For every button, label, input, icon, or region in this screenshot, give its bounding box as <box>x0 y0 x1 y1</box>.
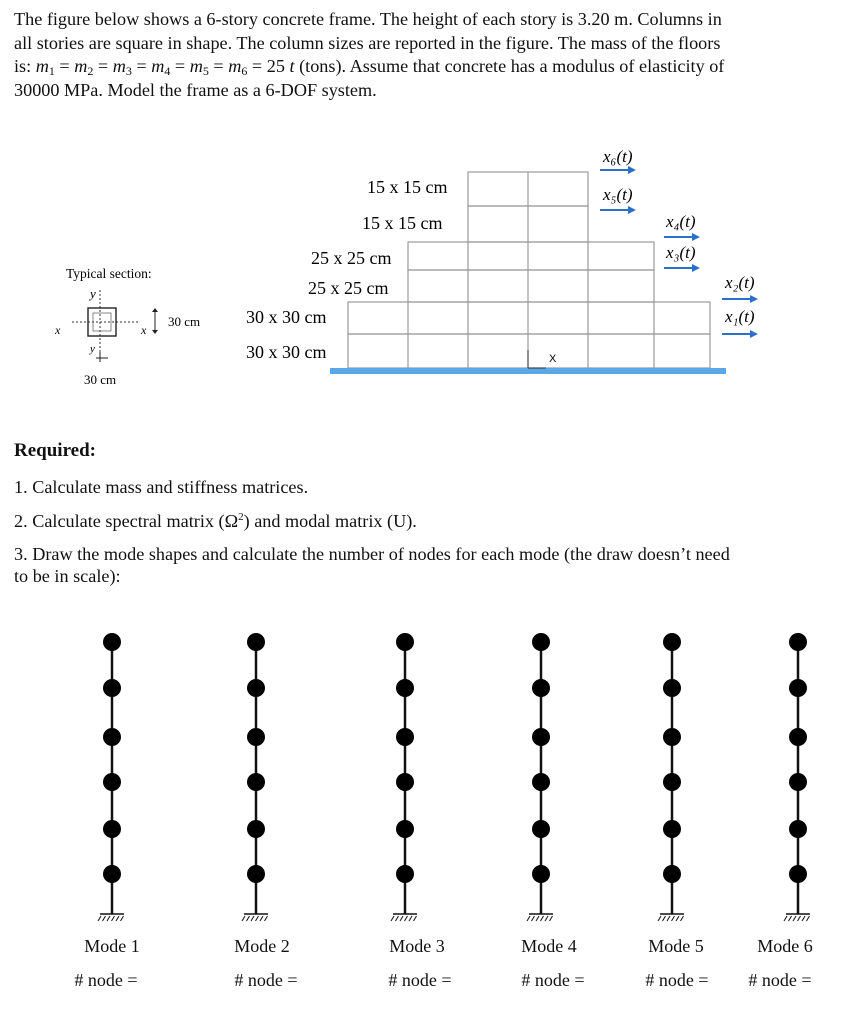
dof-x6-arrowhead-icon <box>628 166 636 174</box>
section-x-label-right: x <box>141 323 147 337</box>
dof-x1-label: x₁(t) <box>725 307 755 326</box>
support-hatch-icon <box>672 916 675 921</box>
mode-4-stick <box>527 633 553 921</box>
mode-3-stick <box>391 633 417 921</box>
dof-x6-label: x₆(t) <box>603 147 633 166</box>
mode-5-mass-6 <box>663 633 681 651</box>
support-hatch-icon <box>789 916 792 921</box>
support-hatch-icon <box>667 916 670 921</box>
ground-base <box>330 368 726 374</box>
mode-1-stick <box>98 633 124 921</box>
story-3-column-size: 25 x 25 cm <box>308 278 389 298</box>
mode-5-label: Mode 5 <box>648 936 704 956</box>
support-hatch-icon <box>532 916 535 921</box>
support-hatch-icon <box>112 916 115 921</box>
support-hatch-icon <box>247 916 250 921</box>
mode-4-mass-3 <box>532 773 550 791</box>
support-hatch-icon <box>676 916 679 921</box>
mode-6-mass-6 <box>789 633 807 651</box>
mode-6-label: Mode 6 <box>757 936 813 956</box>
section-x-label-left: x <box>55 323 61 337</box>
support-hatch-icon <box>784 916 787 921</box>
support-hatch-icon <box>256 916 259 921</box>
mode-3-mass-6 <box>396 633 414 651</box>
support-hatch-icon <box>121 916 124 921</box>
dof-x5-arrowhead-icon <box>628 206 636 214</box>
story-6-column-size: 15 x 15 cm <box>367 177 448 197</box>
mode-4-mass-6 <box>532 633 550 651</box>
mode-6-mass-5 <box>789 679 807 697</box>
required-title: Required: <box>14 440 96 461</box>
mode-6-mass-3 <box>789 773 807 791</box>
mode-1-mass-5 <box>103 679 121 697</box>
story-2-bays <box>348 302 710 334</box>
dof-x3-arrowhead-icon <box>692 264 700 272</box>
mode-2-stick <box>242 633 268 921</box>
base-axis-label: X <box>549 353 557 365</box>
support-hatch-icon <box>658 916 661 921</box>
support-hatch-icon <box>396 916 399 921</box>
required-item-1: 1. Calculate mass and stiffness matrices. <box>14 477 309 497</box>
intro-line-2: all stories are square in shape. The column sizes are reported in the figure. The mass of the floors <box>14 32 721 53</box>
mode-2-mass-5 <box>247 679 265 697</box>
mode-6-mass-1 <box>789 865 807 883</box>
mode-1-mass-6 <box>103 633 121 651</box>
mode-5-mass-1 <box>663 865 681 883</box>
mode-3-mass-3 <box>396 773 414 791</box>
mode-4-label: Mode 4 <box>521 936 577 956</box>
support-hatch-icon <box>681 916 684 921</box>
mode-2-node-count: # node = <box>234 970 298 990</box>
support-hatch-icon <box>550 916 553 921</box>
mode-4-node-count: # node = <box>521 970 585 990</box>
dof-x3-label: x₃(t) <box>666 243 696 262</box>
mode-3-mass-2 <box>396 820 414 838</box>
support-hatch-icon <box>414 916 417 921</box>
support-hatch-icon <box>265 916 268 921</box>
story-3-bays <box>408 270 654 302</box>
mode-3-mass-5 <box>396 679 414 697</box>
mode-4-mass-2 <box>532 820 550 838</box>
mode-1-mass-1 <box>103 865 121 883</box>
story-4-bays <box>408 242 654 270</box>
mode-2-mass-4 <box>247 728 265 746</box>
frame-grid <box>348 172 710 368</box>
support-hatch-icon <box>793 916 796 921</box>
mode-2-mass-1 <box>247 865 265 883</box>
dof-x5-label: x₅(t) <box>603 185 633 204</box>
mode-5-mass-4 <box>663 728 681 746</box>
mode-shapes <box>98 633 810 921</box>
mode-4-mass-4 <box>532 728 550 746</box>
mode-6-node-count: # node = <box>748 970 812 990</box>
intro-line-1: The figure below shows a 6-story concrete frame. The height of each story is 3.20 m. Columns in <box>14 9 722 29</box>
mode-5-stick <box>658 633 684 921</box>
mode-3-label: Mode 3 <box>389 936 445 956</box>
mode-1-node-count: # node = <box>74 970 138 990</box>
support-hatch-icon <box>103 916 106 921</box>
mode-3-mass-1 <box>396 865 414 883</box>
mode-2-label: Mode 2 <box>234 936 290 956</box>
mode-1-label: Mode 1 <box>84 936 140 956</box>
support-hatch-icon <box>409 916 412 921</box>
support-hatch-icon <box>802 916 805 921</box>
support-hatch-icon <box>798 916 801 921</box>
mode-3-node-count: # node = <box>388 970 452 990</box>
section-width-label: 30 cm <box>168 314 201 329</box>
mode-5-node-count: # node = <box>645 970 709 990</box>
mode-2-mass-6 <box>247 633 265 651</box>
mode-5-mass-3 <box>663 773 681 791</box>
support-hatch-icon <box>251 916 254 921</box>
support-hatch-icon <box>541 916 544 921</box>
dof-x4-label: x₄(t) <box>666 212 696 231</box>
mode-6-stick <box>784 633 810 921</box>
story-5-column-size: 15 x 15 cm <box>362 213 443 233</box>
story-4-column-size: 25 x 25 cm <box>311 248 392 268</box>
intro-line-3: is: $m_1 = m_2 = m_3 = m_4 = m_5 = m_6 = 25$ t (tons). Assume that concrete has a modulus of elasticity of <box>14 56 725 78</box>
dof-x4-arrowhead-icon <box>692 233 700 241</box>
mode-1-mass-2 <box>103 820 121 838</box>
support-hatch-icon <box>400 916 403 921</box>
local-y-axis: y <box>90 343 95 355</box>
mode-6-mass-4 <box>789 728 807 746</box>
mode-6-mass-2 <box>789 820 807 838</box>
mode-3-mass-4 <box>396 728 414 746</box>
support-hatch-icon <box>405 916 408 921</box>
dof-x2-arrowhead-icon <box>750 295 758 303</box>
required-item-2: 2. Calculate spectral matrix $(\Omega^2)$ and modal matrix (U). <box>14 510 417 531</box>
dim-arrow-bottom-icon <box>152 330 158 334</box>
support-hatch-icon <box>807 916 810 921</box>
support-hatch-icon <box>98 916 101 921</box>
story-1-column-size: 30 x 30 cm <box>246 342 327 362</box>
support-hatch-icon <box>391 916 394 921</box>
mode-1-mass-3 <box>103 773 121 791</box>
support-hatch-icon <box>116 916 119 921</box>
mode-4-mass-1 <box>532 865 550 883</box>
mass-prefix: is: <box>14 56 36 76</box>
dof-x1-arrowhead-icon <box>750 330 758 338</box>
required-item-3: 3. Draw the mode shapes and calculate the number of nodes for each mode (the draw doesn’t need to be in scale): <box>14 544 730 586</box>
support-hatch-icon <box>107 916 110 921</box>
mode-5-mass-5 <box>663 679 681 697</box>
mode-2-mass-2 <box>247 820 265 838</box>
section-y-axis: y <box>90 286 96 301</box>
story-1-bays <box>348 334 710 368</box>
support-hatch-icon <box>260 916 263 921</box>
support-hatch-icon <box>536 916 539 921</box>
intro-line-4: 30000 MPa. Model the frame as a 6-DOF system. <box>14 79 377 100</box>
support-hatch-icon <box>527 916 530 921</box>
dim-arrow-top-icon <box>152 308 158 312</box>
support-hatch-icon <box>545 916 548 921</box>
mode-2-mass-3 <box>247 773 265 791</box>
mode-4-mass-5 <box>532 679 550 697</box>
support-hatch-icon <box>242 916 245 921</box>
section-height-label: 30 cm <box>84 372 117 387</box>
dof-x2-label: x₂(t) <box>725 273 755 292</box>
support-hatch-icon <box>663 916 666 921</box>
mode-1-mass-4 <box>103 728 121 746</box>
section-label: Typical section: <box>66 266 152 281</box>
story-2-column-size: 30 x 30 cm <box>246 307 327 327</box>
mode-5-mass-2 <box>663 820 681 838</box>
